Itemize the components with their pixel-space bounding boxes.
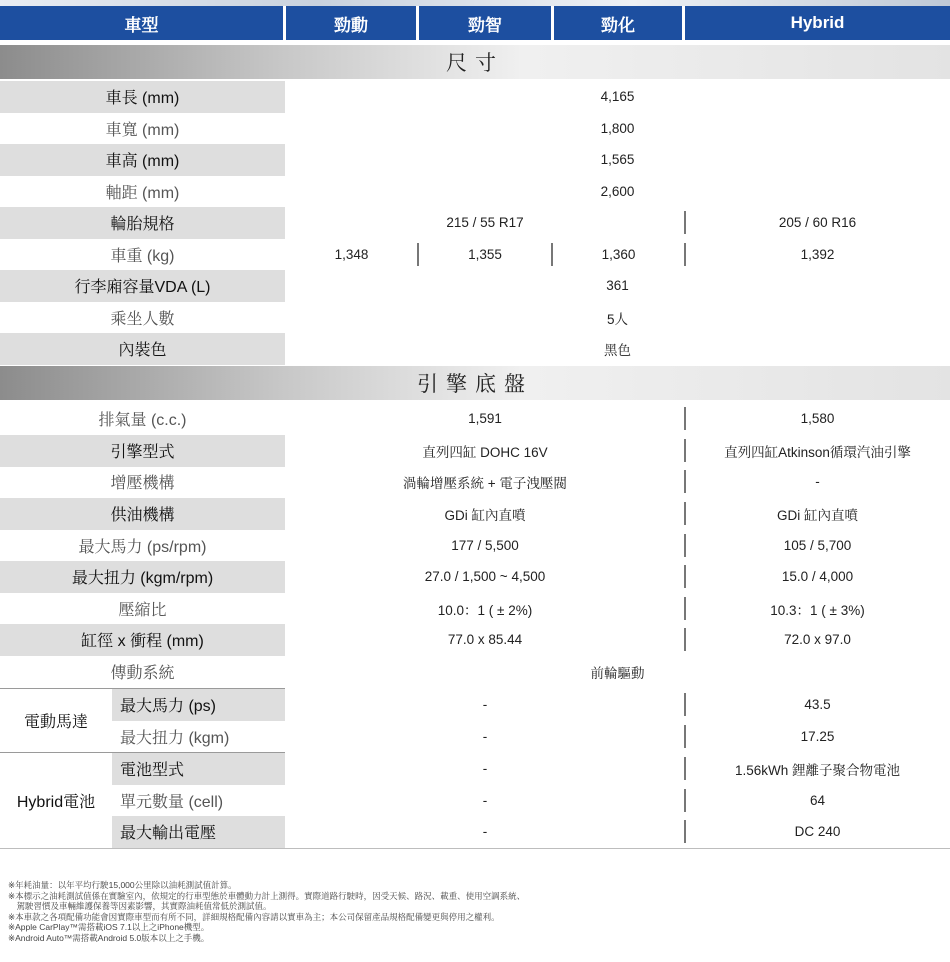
row-value-gas: - (482, 697, 488, 713)
footnote-line: 駕駛習慣及車輛維護保養等因素影響，其實際油耗值常低於測試值。 (8, 901, 272, 911)
row-label: 傳動系統 (110, 665, 175, 683)
row-value: 361 (285, 270, 950, 302)
header-trim-hybrid: Hybrid (685, 6, 950, 40)
row-value-hybrid: - (815, 474, 820, 490)
row-value-hybrid: 1,392 (800, 247, 835, 263)
row-label: 缸徑 x 衝程 (mm) (81, 633, 204, 651)
row-label: 供油機構 (110, 507, 175, 525)
row-value-hybrid: 105 / 5,700 (783, 538, 852, 554)
spec-row-wheelbase (0, 176, 950, 208)
row-label: 內裝色 (118, 342, 167, 360)
row-value-gas: 177 / 5,500 (451, 538, 519, 554)
spec-row-battery-type (0, 753, 950, 785)
row-value-trim-3: 1,360 (601, 247, 636, 263)
row-label: 最大扭力 (kgm/rpm) (71, 570, 214, 588)
column-separator (684, 439, 686, 462)
spec-row-engine-type (0, 435, 950, 467)
row-label: 車寬 (mm) (105, 122, 180, 140)
header-trim-2: 勁智 (419, 6, 551, 40)
spec-row-motor-torque (0, 721, 950, 753)
row-value-hybrid: 72.0 x 97.0 (784, 632, 851, 648)
row-value-gas: 渦輪增壓系統 + 電子洩壓閥 (403, 475, 567, 491)
spec-row-power (0, 530, 950, 562)
row-value: 2,600 (600, 184, 635, 200)
row-value-gas: - (482, 729, 488, 745)
footnote-line: ※本標示之油耗測試值係在實驗室內，依規定的行車型態於車體動力計上測得。實際道路行駛時，因受天候、路況、載重、使用空調系統、 (8, 890, 526, 901)
row-value: 4,165 (285, 81, 950, 113)
row-value-hybrid: 10.3：1 ( ± 3%) (770, 602, 865, 618)
row-value-gas: 77.0 x 85.44 (447, 632, 523, 648)
row-label: 軸距 (mm) (105, 185, 180, 203)
spec-row-displacement (0, 403, 950, 435)
row-label: 車高 (mm) (105, 153, 180, 171)
row-label: 單元數量 (cell) (120, 794, 224, 812)
spec-row-weight (0, 239, 950, 271)
header-model: 車型 (0, 6, 283, 40)
row-label: 壓縮比 (118, 602, 167, 620)
group-label-battery: Hybrid電池 (16, 793, 96, 811)
row-value: 前輪驅動 (590, 665, 645, 681)
table-bottom-line (0, 848, 950, 849)
row-value-trim-1: 1,348 (334, 247, 369, 263)
spec-row-battery-cells (0, 785, 950, 817)
spec-row-tire (0, 207, 950, 239)
footnote-line: ※Android Auto™需搭載Android 5.0版本以上之手機。 (8, 932, 210, 943)
column-separator (684, 789, 686, 812)
row-value: 1,565 (285, 144, 950, 176)
column-separator (684, 628, 686, 651)
section-dimensions: 尺寸 (0, 45, 950, 79)
spec-row-fuel (0, 498, 950, 530)
row-label: 排氣量 (c.c.) (98, 412, 187, 430)
spec-row-motor-power (0, 689, 950, 721)
spec-row-trunk (0, 270, 950, 302)
row-label: 引擎型式 (110, 444, 175, 462)
row-label: 最大扭力 (kgm) (120, 730, 230, 748)
column-separator (684, 470, 686, 493)
spec-row-width (0, 113, 950, 145)
column-separator (684, 597, 686, 620)
row-value-trim-2: 1,355 (468, 247, 502, 263)
column-separator (684, 725, 686, 748)
row-value-hybrid: 直列四缸Atkinson循環汽油引擎 (724, 444, 911, 460)
row-value-gas: 27.0 / 1,500 ~ 4,500 (424, 569, 546, 585)
spec-row-drive (0, 656, 950, 688)
row-value-gas: 10.0：1 ( ± 2%) (437, 602, 533, 618)
column-separator (684, 757, 686, 780)
row-value-hybrid: 15.0 / 4,000 (781, 569, 854, 585)
footnote-line: ※Apple CarPlay™需搭載iOS 7.1以上之iPhone機型。 (8, 922, 210, 932)
column-separator (684, 243, 686, 266)
row-value-gas: - (482, 824, 488, 840)
column-separator (684, 565, 686, 588)
footnote-line: ※本車款之各項配備功能會因實際車型而有所不同，詳細規格配備內容請以實車為主；本公司保留產品規格配備變更與停用之權利。 (8, 911, 500, 922)
row-value: 5人 (606, 311, 628, 327)
row-value-hybrid: 17.25 (800, 729, 835, 745)
spec-row-seats (0, 302, 950, 334)
spec-row-torque (0, 561, 950, 593)
row-label: 行李廂容量VDA (L) (74, 279, 211, 297)
row-label: 最大馬力 (ps) (120, 698, 217, 716)
row-value-gas: 1,591 (468, 411, 502, 427)
row-value-gas: GDi 缸內直噴 (444, 507, 526, 523)
column-separator (684, 693, 686, 716)
spec-row-compression (0, 593, 950, 625)
footnotes (8, 880, 938, 943)
row-value: 1,800 (600, 121, 635, 137)
section-engine: 引擎底盤 (0, 366, 950, 400)
column-separator (684, 407, 686, 430)
column-separator (684, 534, 686, 557)
spec-row-length (0, 81, 950, 113)
column-separator (684, 211, 686, 234)
row-label: 車重 (kg) (110, 248, 175, 266)
column-separator (684, 502, 686, 525)
row-label: 增壓機構 (110, 475, 175, 493)
row-value-gas: - (482, 761, 488, 777)
row-label: 乘坐人數 (110, 311, 175, 329)
row-value-gas: - (482, 793, 488, 809)
spec-row-bore (0, 624, 950, 656)
row-value-hybrid: 64 (809, 793, 826, 809)
row-label: 輪胎規格 (110, 216, 175, 234)
row-value-hybrid: GDi 缸內直噴 (777, 507, 858, 523)
row-value-hybrid: 1,580 (800, 411, 835, 427)
footnote-line: ※年耗油量：以年平均行駛15,000公里除以油耗測試值計算。 (8, 880, 237, 890)
row-label: 電池型式 (120, 762, 185, 780)
row-value-gas: 直列四缸 DOHC 16V (422, 444, 548, 460)
spec-row-boost (0, 466, 950, 498)
spec-row-height (0, 144, 950, 176)
group-label-motor: 電動馬達 (23, 714, 88, 731)
row-value-gas: 215 / 55 R17 (285, 207, 685, 239)
column-separator (551, 243, 553, 266)
row-label: 車長 (mm) (105, 90, 180, 108)
row-value-hybrid: 43.5 (804, 697, 831, 713)
row-label: 最大輸出電壓 (120, 825, 217, 843)
row-value: 黑色 (285, 333, 950, 365)
row-value-hybrid: DC 240 (794, 824, 841, 840)
row-value-hybrid: 205 / 60 R16 (685, 207, 950, 239)
header-trim-3: 勁化 (554, 6, 682, 40)
row-value-hybrid: 1.56kWh 鋰離子聚合物電池 (734, 762, 901, 778)
spec-row-interior (0, 333, 950, 365)
spec-row-battery-voltage (0, 816, 950, 848)
header-trim-1: 勁動 (286, 6, 416, 40)
row-label: 最大馬力 (ps/rpm) (78, 539, 207, 557)
column-separator (684, 820, 686, 843)
column-separator (417, 243, 419, 266)
